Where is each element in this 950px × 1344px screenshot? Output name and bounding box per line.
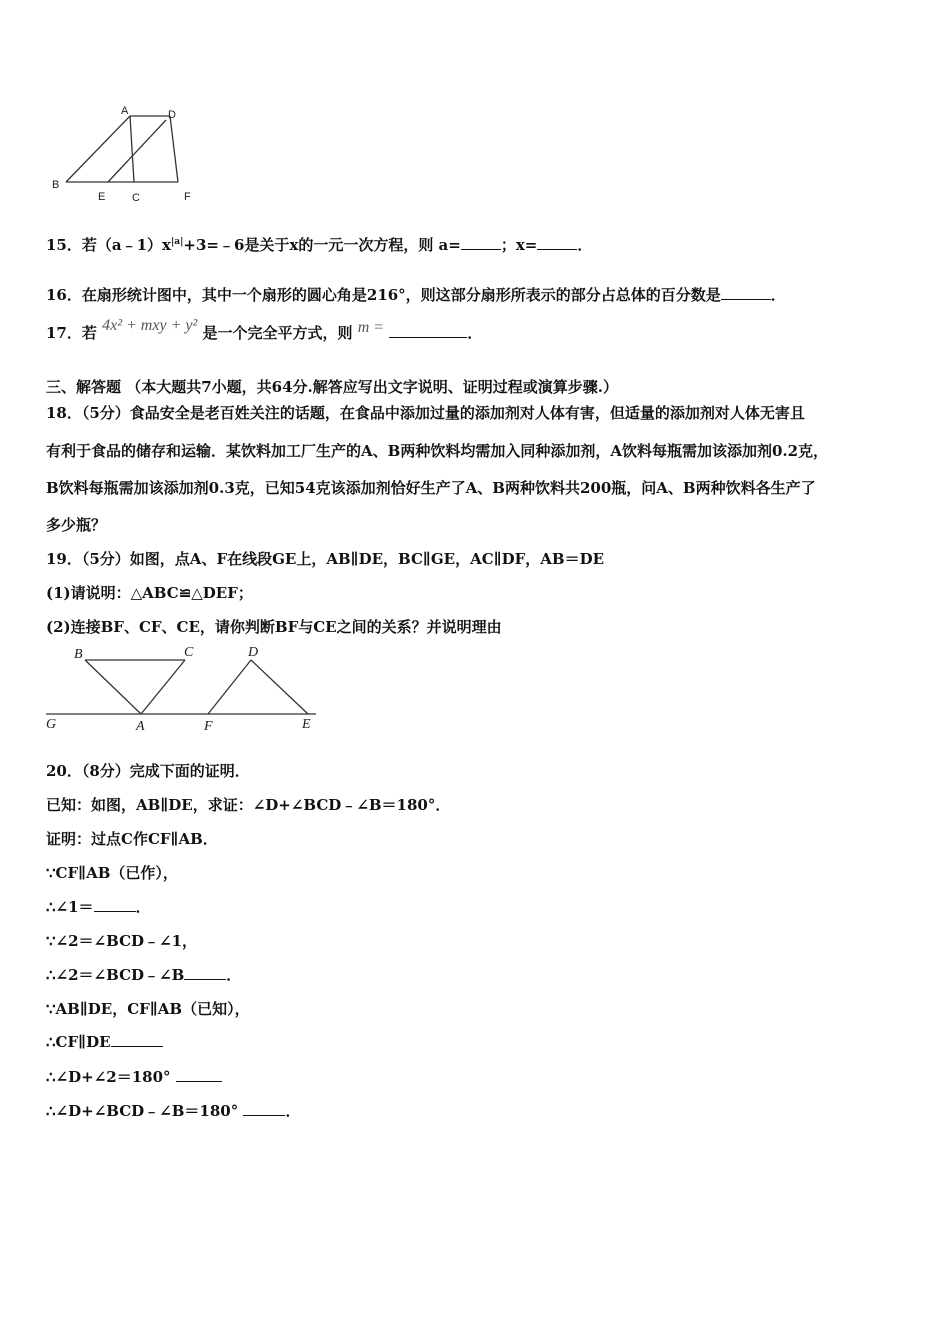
- label-D: D: [168, 109, 176, 121]
- label-E: E: [98, 191, 106, 203]
- label-C: C: [132, 192, 140, 204]
- answer-blank-x[interactable]: [537, 235, 577, 250]
- question-20-proof: 证明：过点C作CF∥AB．: [46, 830, 218, 848]
- label-E: E: [302, 717, 311, 732]
- proof-step-8: ∴∠D+∠BCD﹣∠B＝180° ．: [46, 1102, 301, 1120]
- label-B: B: [74, 647, 83, 662]
- question-17: 17．若 4x² + mxy + y² 是一个完全平方式，则 m = ．: [46, 317, 483, 342]
- proof-step-2: ∴∠1＝ ．: [46, 898, 151, 916]
- answer-blank-a[interactable]: [461, 235, 501, 250]
- answer-blank-m[interactable]: [389, 323, 467, 338]
- section-heading: 三、解答题 （本大题共7小题，共64分.解答应写出文字说明、证明过程或演算步骤.）: [46, 378, 618, 396]
- proof-step-7: ∴∠D+∠2＝180°: [46, 1066, 222, 1087]
- question-18-line1: 18．（5分）食品安全是老百姓关注的话题，在食品中添加过量的添加剂对人体有害，但适量的添加剂对人体无害且: [46, 404, 805, 422]
- figure-quadrilateral: [46, 100, 206, 210]
- question-19-part2: (2)连接BF、CF、CE，请你判断BF与CE之间的关系？并说明理由: [46, 618, 502, 636]
- answer-blank-angle1[interactable]: [94, 897, 136, 912]
- answer-blank-reason4[interactable]: [243, 1101, 285, 1116]
- question-18-line4: 多少瓶？: [46, 516, 107, 534]
- figure-triangles: [40, 642, 330, 738]
- question-20-given: 已知：如图，AB∥DE，求证：∠D+∠BCD﹣∠B＝180°．: [46, 796, 451, 814]
- proof-step-3: ∵∠2＝∠BCD﹣∠1，: [46, 932, 198, 950]
- question-18-line3: B饮料每瓶需加该添加剂0.3克，已知54克该添加剂恰好生产了A、B两种饮料共200瓶，问A、B两种饮料各生产了: [46, 479, 816, 497]
- label-F: F: [184, 191, 191, 203]
- answer-blank-percent[interactable]: [721, 285, 771, 300]
- label-A: A: [136, 719, 145, 734]
- proof-step-6: ∴CF∥DE: [46, 1032, 163, 1051]
- question-19-part1: (1)请说明：△ABC≌△DEF；: [46, 584, 253, 602]
- question-16: 16．在扇形统计图中，其中一个扇形的圆心角是216°，则这部分扇形所表示的部分占总体的百分数是 ．: [46, 286, 786, 304]
- label-C: C: [184, 645, 194, 660]
- question-19-line1: 19．（5分）如图，点A、F在线段GE上，AB∥DE，BC∥GE，AC∥DF，AB＝DE: [46, 550, 605, 568]
- question-15: 15．若$(a﹣1)x^{|a|}+3=﹣6$是关于x的一元一次方程，则 a= ；x= ．: [46, 236, 593, 254]
- question-20-title: 20．（8分）完成下面的证明．: [46, 762, 250, 780]
- label-B: B: [52, 179, 60, 191]
- question-18-line2: 有利于食品的储存和运输．某饮料加工厂生产的A、B两种饮料均需加入同种添加剂，A饮料每瓶需加该添加剂0.2克，: [46, 442, 829, 460]
- proof-step-1: ∵CF∥AB（已作），: [46, 864, 178, 882]
- proof-step-5: ∵AB∥DE，CF∥AB（已知），: [46, 1000, 250, 1018]
- answer-blank-reason2[interactable]: [111, 1032, 163, 1047]
- label-G: G: [46, 717, 57, 732]
- answer-blank-reason1[interactable]: [184, 965, 226, 980]
- proof-step-4: ∴∠2＝∠BCD﹣∠B ．: [46, 966, 242, 984]
- label-A: A: [121, 105, 129, 117]
- expression: 4x² + mxy + y²: [102, 317, 198, 334]
- answer-blank-reason3[interactable]: [176, 1067, 222, 1082]
- label-D: D: [248, 645, 259, 660]
- label-F: F: [204, 719, 213, 734]
